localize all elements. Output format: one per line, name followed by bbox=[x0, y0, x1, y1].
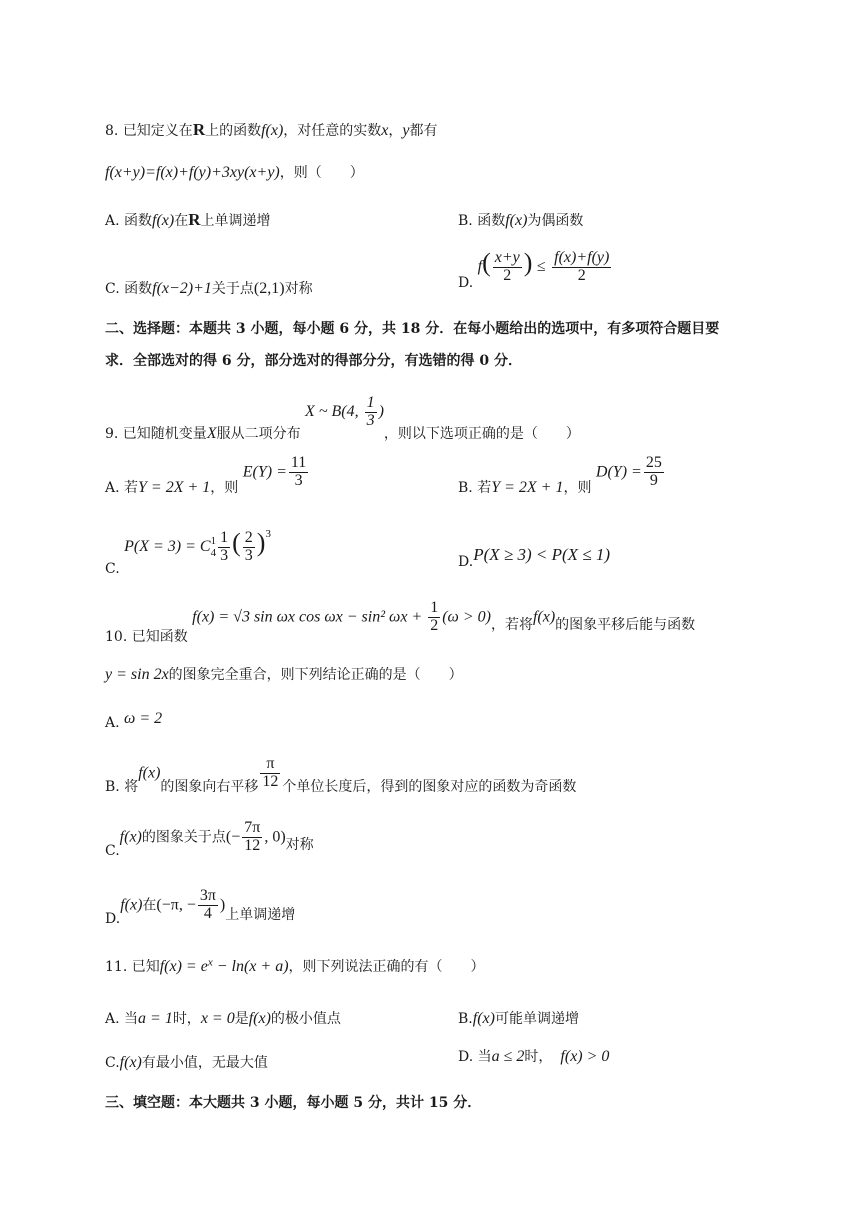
q8-d-fraction-right: $\frac{f(x)+f(y)}{2}$ bbox=[554, 248, 610, 284]
q11-option-b: B.f(x)可能单调递增 bbox=[458, 1010, 579, 1027]
q9-c-fraction-1: $\frac{1}{3}$ bbox=[220, 528, 229, 564]
q9-option-d: D.P(X ≥ 3) < P(X ≤ 1) bbox=[458, 545, 611, 570]
q10-option-d: D.f(x)在(−π, − $\frac{3\pi}{4}$ )上单调递增 bbox=[105, 887, 296, 928]
q10-option-b: B. 将f(x)的图象向右平移 $\frac{\pi}{12}$ 个单位长度后，得到的图象对应的函数为奇函数 bbox=[105, 755, 577, 796]
section-2-heading-line2: 求．全部选对的得 6 分，部分选对的得部分分，有选错的得 0 分． bbox=[105, 353, 522, 369]
q11-option-d: D. 当a ≤ 2时， f(x) > 0 bbox=[458, 1048, 610, 1065]
q9-b-fraction: $\frac{25}{9}$ bbox=[645, 454, 662, 489]
section-2-heading-line1: 二、选择题：本题共 3 小题，每小题 6 分，共 18 分．在每小题给出的选项中，有多项符合题目要 bbox=[105, 321, 720, 337]
q8-option-b: B. 函数f(x)为偶函数 bbox=[458, 212, 584, 229]
q10-stem: 10. 已知函数 f(x) = √3 sin ωx cos ωx − sin² ωx + $\frac{1}{2}$ (ω > 0)，若将f(x)的图象平移后能与函数 bbox=[105, 599, 696, 646]
q11-option-a: A. 当a = 1时，x = 0是f(x)的极小值点 bbox=[105, 1010, 341, 1027]
q8-option-d: D. f( $\frac{x+y}{2}$ ) ≤ $\frac{f(x)+f(y)}{2}$ bbox=[458, 248, 610, 291]
q10-b-fraction: $\frac{\pi}{12}$ bbox=[262, 755, 279, 790]
q9-dist-fraction: $\frac{1}{3}$ bbox=[366, 394, 375, 429]
q10-stem-line2: y = sin 2x的图象完全重合，则下列结论正确的是（ ） bbox=[105, 666, 463, 683]
q9-c-binomial-indices: 1 4 bbox=[210, 534, 217, 559]
q10-option-c: C.f(x)的图象关于点(− $\frac{7\pi}{12}$ , 0)对称 bbox=[105, 819, 314, 860]
q8-option-c: C. 函数f(x−2)+1关于点(2,1)对称 bbox=[105, 280, 313, 297]
q11-stem: 11. 已知$f(x) = e^x - \ln(x + a)$，则下列说法正确的有（ ） bbox=[105, 956, 485, 975]
q9-c-fraction-2: $\frac{2}{3}$ bbox=[244, 528, 253, 564]
q9-stem: 9. 已知随机变量X服从二项分布 X ~ B(4, $\frac{1}{3}$ )，则以下选项正确的是（ ） bbox=[105, 394, 580, 442]
q9-a-fraction: $\frac{11}{3}$ bbox=[290, 454, 307, 489]
q8-d-fraction-left: $\frac{x+y}{2}$ bbox=[494, 248, 520, 284]
section-3-heading: 三、填空题：本大题共 3 小题，每小题 5 分，共计 15 分． bbox=[105, 1095, 482, 1111]
q9-option-b: B. 若Y = 2X + 1，则 D(Y) = $\frac{25}{9}$ bbox=[458, 454, 662, 497]
q10-func-fraction: $\frac{1}{2}$ bbox=[430, 599, 439, 634]
q10-d-fraction: $\frac{3\pi}{4}$ bbox=[199, 887, 216, 922]
q10-option-a: A. ω = 2 bbox=[105, 710, 163, 731]
q9-option-a: A. 若Y = 2X + 1，则 E(Y) = $\frac{11}{3}$ bbox=[105, 454, 307, 497]
q11-option-c: C.f(x)有最小值，无最大值 bbox=[105, 1054, 268, 1071]
q9-option-c: C. P(X = 3) = C 1 4 $\frac{1}{3}$ ( $\frac{2}{3}$ )$^3$ bbox=[105, 528, 271, 577]
q8-option-a: A. 函数f(x)在R上单调递增 bbox=[105, 210, 271, 229]
q10-c-fraction: $\frac{7\pi}{12}$ bbox=[244, 819, 261, 854]
q8-stem: 8. 已知定义在R上的函数f(x)，对任意的实数x，y都有 bbox=[105, 120, 438, 139]
q8-equation: f(x+y)=f(x)+f(y)+3xy(x+y)，则（ ） bbox=[105, 164, 364, 181]
